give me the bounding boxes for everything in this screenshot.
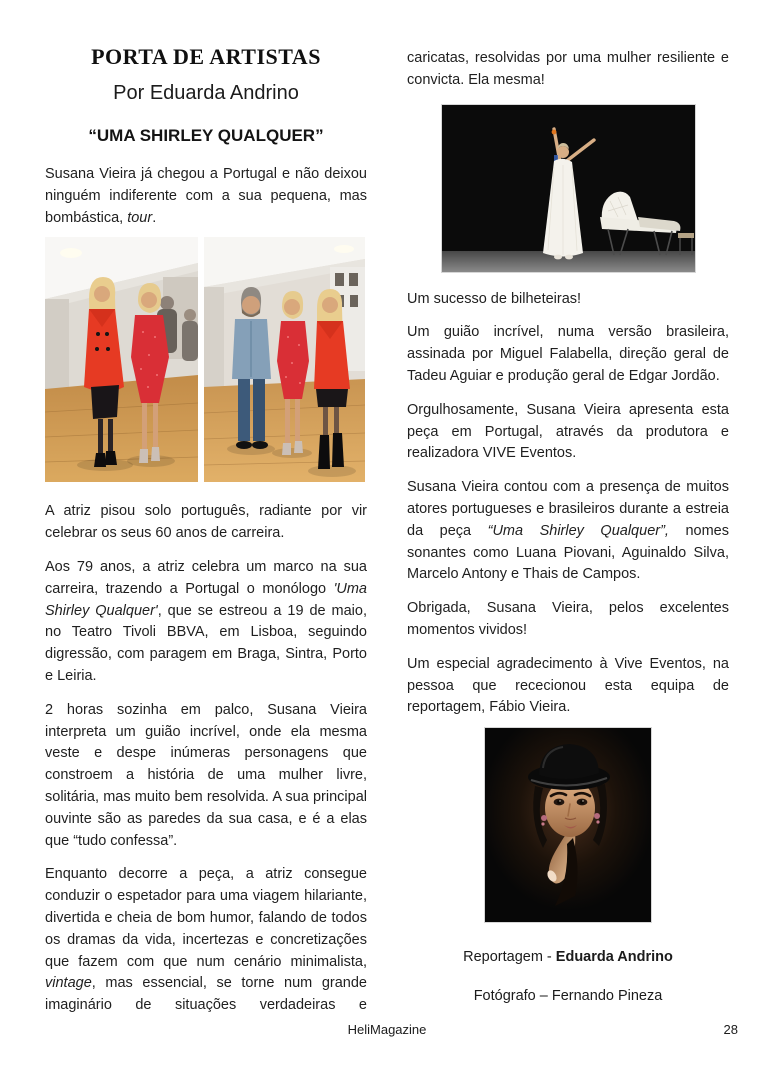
caption-reportagem: Reportagem - Eduarda Andrino [463,949,673,966]
page-number: 28 [723,1022,738,1037]
article-headline: “UMA SHIRLEY QUALQUER” [88,126,324,145]
byline: Por Eduarda Andrino [113,82,299,104]
photo-portrait-black-hat [484,727,652,923]
paragraph-intro: Susana Vieira já chegou a Portugal e não deixou ninguém indiferente com a sua pequena, mas bombástica, tour. [45,166,367,226]
photo-stage-performance [441,104,696,273]
paragraph: 2 horas sozinha em palco, Susana Vieira interpreta um guião incrível, onde ela mesma veste e despe inúmeras personagens que constroem a história de uma mulher livre, solitária, mas muito bem resolvida. A sua principal ouvinte são as paredes da sua casa, e é a elas que “tudo confessa”. [45,701,367,849]
paragraph: caricatas, resolvidas por uma mulher resiliente e convicta. Ela mesma! [407,50,729,88]
paragraph: Enquanto decorre a peça, a atriz consegue conduzir o espetador para uma viagem hilariante, divertida e cheia de bom humor, falando de todos os dramas da vida, incertezas e concretizações que fazem com que num cenário minimalista, vintage, mas essencial, se torne num grande imaginário de situações verdadeiras e [45,866,367,1014]
photo-two-women-red [45,237,198,482]
paragraph: Aos 79 anos, a atriz celebra um marco na sua carreira, trazendo a Portugal o monólogo 'Uma Shirley Qualquer', que se estreou a 19 de maio, no Teatro Tivoli BBVA, em Lisboa, seguindo digressão, com paragem em Braga, Sintra, Porto e Leiria. [45,558,367,684]
photo-man-two-women [204,237,365,482]
magazine-name: HeliMagazine [347,1022,427,1037]
portrait-photo-wrapper [407,727,729,923]
paragraph: Susana Vieira contou com a presença de muitos atores portugueses e brasileiros durante a estreia da peça “Uma Shirley Qualquer”, nomes sonantes como Luana Piovani, Aguinaldo Silva, Marcelo Antony e Thais de Campos. [407,479,729,583]
page-footer [45,1022,738,1042]
stage-photo-wrapper [407,104,729,273]
left-column [45,44,367,1017]
caption-fotografo: Fotógrafo – Fernando Pineza [473,988,663,1005]
right-column [407,44,729,1017]
paragraph: A atriz pisou solo português, radiante por vir celebrar os seus 60 anos de carreira. [45,503,367,542]
paragraph: Um guião incrível, numa versão brasileira, assinada por Miguel Falabella, direção geral de Tadeu Aguiar e produção geral de Edgar Jordão. [407,324,729,384]
paragraph: Um especial agradecimento à Vive Eventos, na pessoa que rececionou esta equipa de reportagem, Fábio Vieira. [407,655,729,716]
paragraph: Obrigada, Susana Vieira, pelos excelentes momentos vividos! [407,600,729,638]
paragraph: Um sucesso de bilheteiras! [407,290,582,307]
photo-row [45,237,367,482]
paragraph: Orgulhosamente, Susana Vieira apresenta esta peça em Portugal, através da produtora e realizadora VIVE Eventos. [407,401,729,462]
section-title: PORTA DE ARTISTAS [91,44,321,69]
